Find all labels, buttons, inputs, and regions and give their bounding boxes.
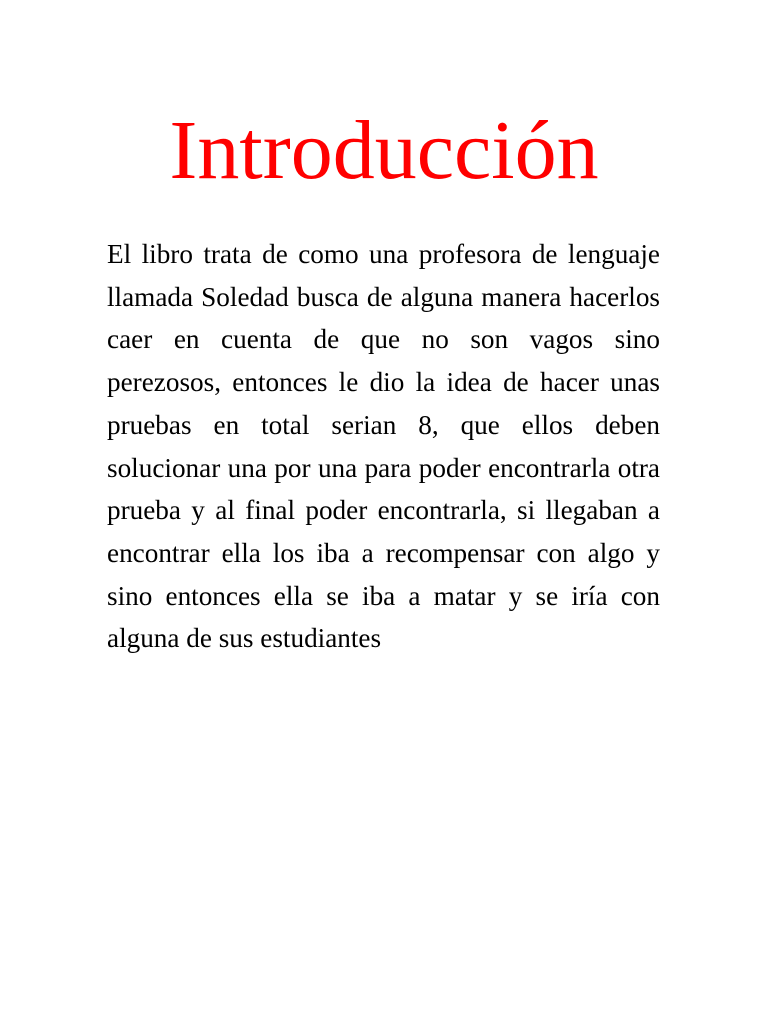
page-title: Introducción: [169, 104, 599, 197]
body-paragraph: El libro trata de como una profesora de lenguaje llamada Soledad busca de alguna manera hacerlos caer en cuenta de que no son vagos sino perezosos, entonces le dio la idea de hacer unas pruebas en total serian 8, que ellos deben solucionar una por una para poder encontrarla otra prueba y al final poder encontrarla, si llegaban a encontrar ella los iba a recompensar con algo y sino entonces ella se iba a matar y se iría con alguna de sus estudiantes: [107, 239, 660, 654]
